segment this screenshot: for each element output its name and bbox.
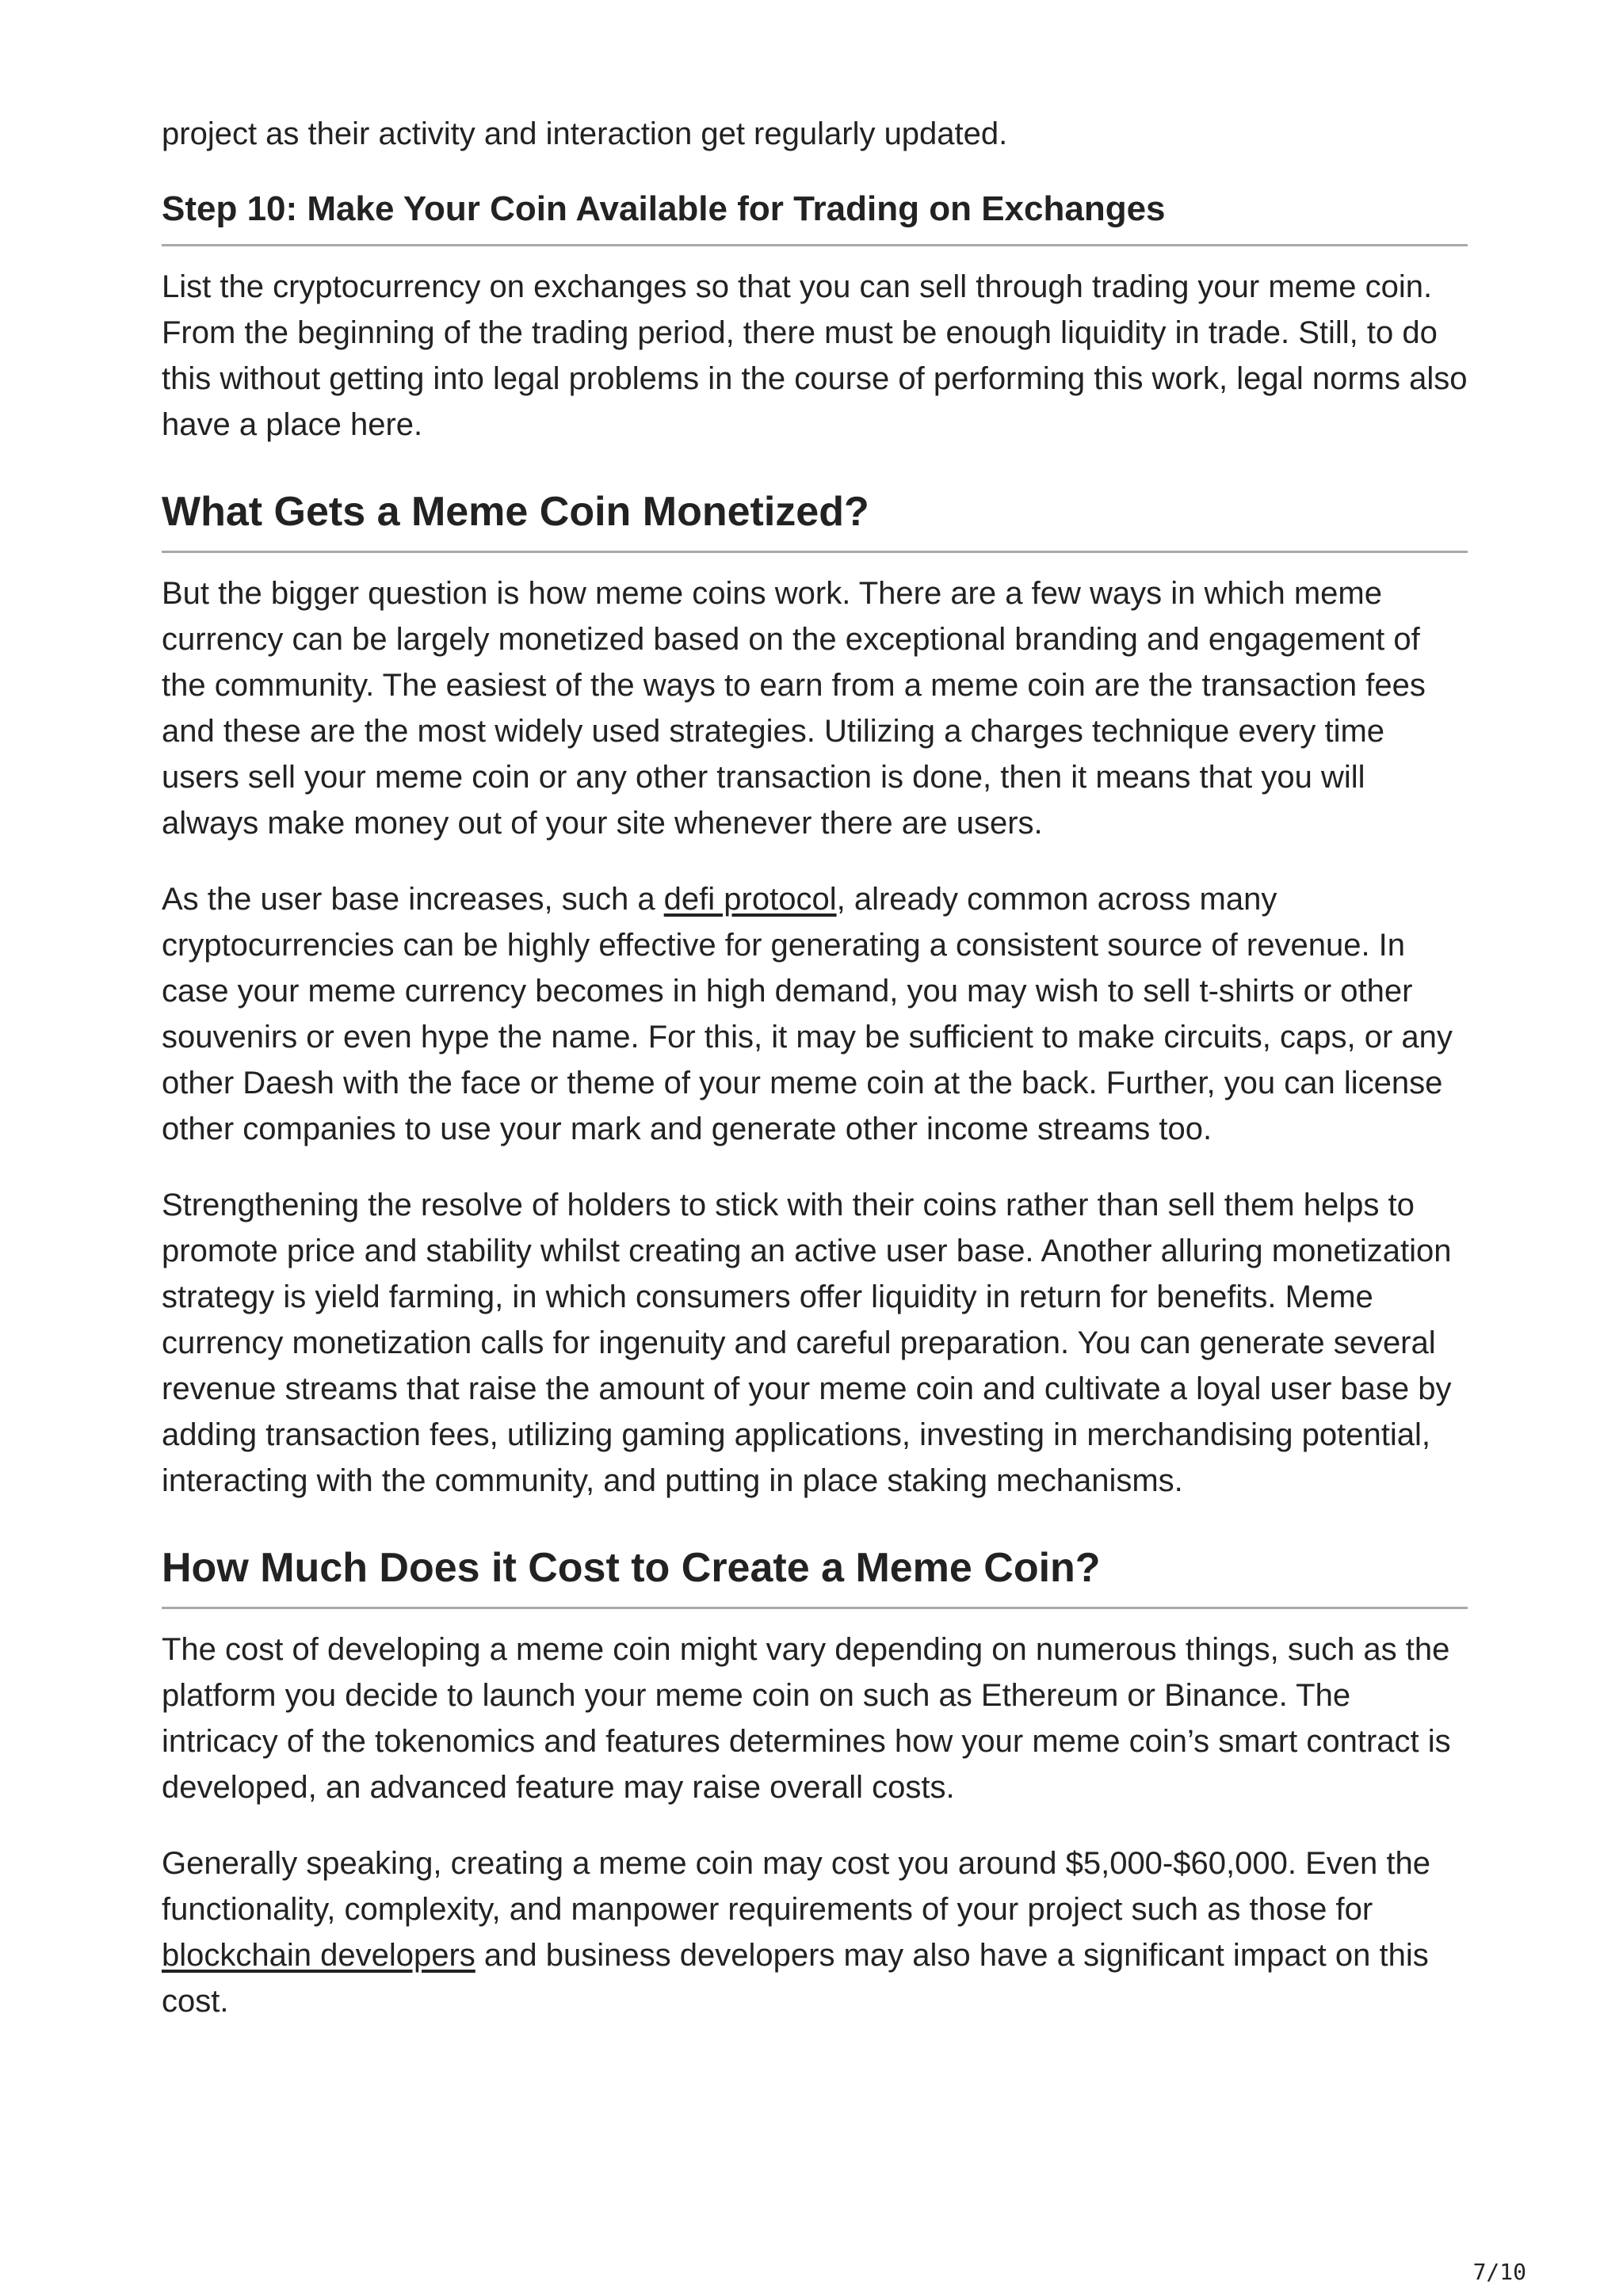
- monetized-paragraph-2-after: , already common across many cryptocurrencies can be highly effective for generating a consistent source of revenue. In case your meme currency becomes in high demand, you may wish to sell t-shirts or other souvenirs or even hype the name. For this, it may be sufficient to make circuits, caps, or any other Daesh with the face or theme of your meme coin at the back. Further, you can license other companies to use your mark and generate other income streams too.: [162, 882, 1453, 1146]
- monetized-paragraph-2: [162, 876, 1468, 1152]
- cost-paragraph-2-before: Generally speaking, creating a meme coin may cost you around $5,000-$60,000. Even the functionality, complexity, and manpower requirements of your project such as those for: [162, 1846, 1430, 1927]
- defi-protocol-link[interactable]: defi protocol: [663, 882, 837, 917]
- cost-heading: How Much Does it Cost to Create a Meme Coin?: [162, 1542, 1468, 1609]
- cost-paragraph-1: The cost of developing a meme coin might vary depending on numerous things, such as the platform you decide to launch your meme coin on such as Ethereum or Binance. The intricacy of the tokenomics and features determines how your meme coin’s smart contract is developed, an advanced feature may raise overall costs.: [162, 1632, 1451, 1805]
- monetized-paragraph-1: But the bigger question is how meme coins work. There are a few ways in which meme currency can be largely monetized based on the exceptional branding and engagement of the community. The easiest of the ways to earn from a meme coin are the transaction fees and these are the most widely used strategies. Utilizing a charges technique every time users sell your meme coin or any other transaction is done, then it means that you will always make money out of your site whenever there are users.: [162, 576, 1426, 841]
- cost-paragraph-2-after: and business developers may also have a significant impact on this cost.: [162, 1938, 1429, 2019]
- monetized-paragraph-2-before: As the user base increases, such a: [162, 882, 664, 917]
- intro-paragraph: project as their activity and interaction get regularly updated.: [162, 116, 1008, 151]
- monetized-heading: What Gets a Meme Coin Monetized?: [162, 486, 1468, 553]
- step10-heading: Step 10: Make Your Coin Available for Trading on Exchanges: [162, 185, 1468, 246]
- page-number: 7/10: [1472, 2259, 1526, 2285]
- step10-paragraph: List the cryptocurrency on exchanges so that you can sell through trading your meme coin. From the beginning of the trading period, there must be enough liquidity in trade. Still, to do this without getting into legal problems in the course of performing this work, legal norms also have a place here.: [162, 269, 1468, 442]
- cost-paragraph-2: [162, 1840, 1468, 2024]
- blockchain-developers-link[interactable]: blockchain developers: [162, 1938, 475, 1973]
- document-page: [162, 111, 1468, 2024]
- monetized-paragraph-3: Strengthening the resolve of holders to stick with their coins rather than sell them helps to promote price and stability whilst creating an active user base. Another alluring monetization strategy is yield farming, in which consumers offer liquidity in return for benefits. Meme currency monetization calls for ingenuity and careful preparation. You can generate several revenue streams that raise the amount of your meme coin and cultivate a loyal user base by adding transaction fees, utilizing gaming applications, investing in merchandising potential, interacting with the community, and putting in place staking mechanisms.: [162, 1188, 1452, 1498]
